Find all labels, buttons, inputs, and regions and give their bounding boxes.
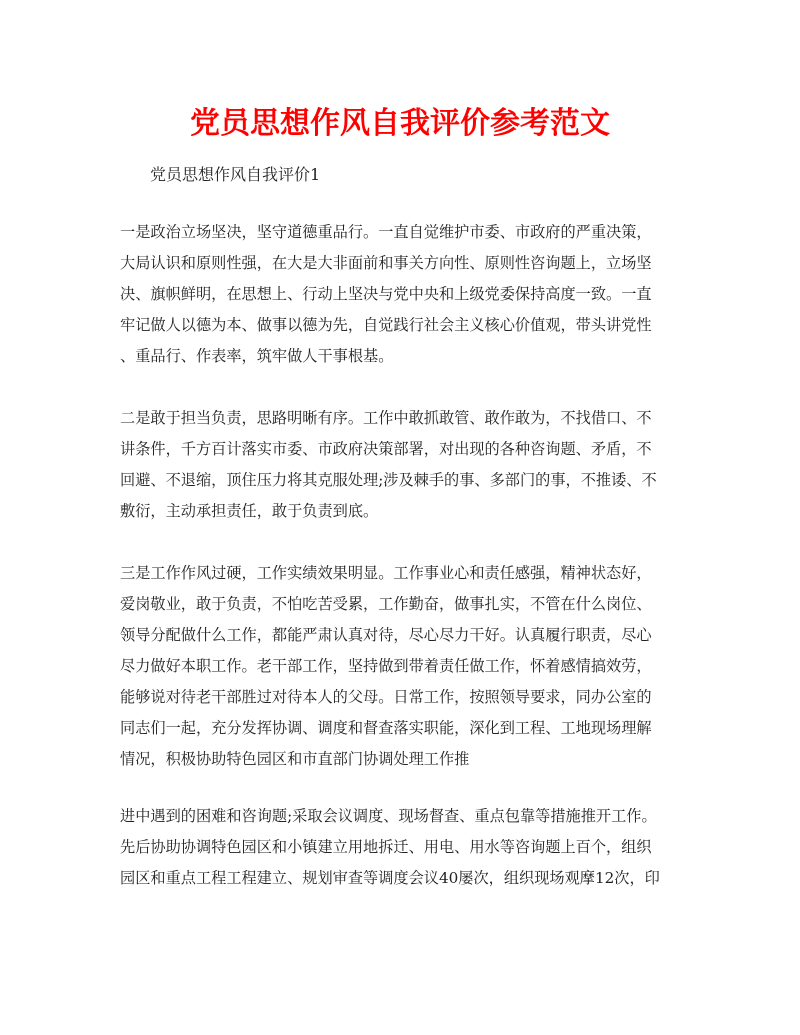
paragraph-line: 二是敢于担当负责，思路明晰有序。工作中敢抓敢管、敢作敢为，不找借口、不 bbox=[120, 409, 652, 427]
paragraph-line: 讲条件，千方百计落实市委、市政府决策部署，对出现的各种咨询题、矛盾，不 bbox=[120, 440, 652, 458]
paragraph-line: 同志们一起，充分发挥协调、调度和督查落实职能，深化到工程、工地现场理解 bbox=[120, 719, 652, 737]
paragraph-line: 牢记做人以德为本、做事以德为先，自觉践行社会主义核心价值观，带头讲党性 bbox=[120, 316, 652, 334]
paragraph-line: 领导分配做什么工作，都能严肃认真对待，尽心尽力干好。认真履行职责，尽心 bbox=[120, 626, 652, 644]
paragraph-line: 情况，积极协助特色园区和市直部门协调处理工作推 bbox=[120, 750, 470, 768]
paragraph-2 bbox=[120, 403, 688, 527]
document-subtitle: 党员思想作风自我评价1 bbox=[150, 165, 321, 184]
paragraph-line: 敷衍，主动承担责任，敢于负责到底。 bbox=[120, 502, 379, 520]
paragraph-line: 、重品行、作表率，筑牢做人干事根基。 bbox=[120, 347, 394, 365]
paragraph-line: 能够说对待老干部胜过对待本人的父母。日常工作，按照领导要求，同办公室的 bbox=[120, 688, 652, 706]
paragraph-line: 一是政治立场坚决，坚守道德重品行。一直自觉维护市委、市政府的严重决策， bbox=[120, 223, 652, 241]
paragraph-1 bbox=[120, 217, 688, 372]
paragraph-line: 先后协助协调特色园区和小镇建立用地拆迁、用电、用水等咨询题上百个，组织 bbox=[120, 838, 652, 856]
paragraph-line: 进中遇到的困难和咨询题;采取会议调度、现场督查、重点包靠等措施推开工作。 bbox=[120, 807, 657, 825]
document-title: 党员思想作风自我评价参考范文 bbox=[190, 106, 610, 141]
paragraph-line: 园区和重点工程工程建立、规划审查等调度会议40屡次，组织现场观摩12次，印 bbox=[120, 869, 660, 887]
paragraph-4 bbox=[120, 801, 688, 894]
paragraph-line: 回避、不退缩，顶住压力将其克服处理;涉及棘手的事、多部门的事，不推诿、不 bbox=[120, 471, 657, 489]
paragraph-line: 三是工作作风过硬，工作实绩效果明显。工作事业心和责任感强，精神状态好， bbox=[120, 564, 652, 582]
paragraph-line: 尽力做好本职工作。老干部工作，坚持做到带着责任做工作，怀着感情搞效劳， bbox=[120, 657, 652, 675]
paragraph-line: 爱岗敬业，敢于负责，不怕吃苦受累，工作勤奋，做事扎实，不管在什么岗位、 bbox=[120, 595, 652, 613]
paragraph-line: 决、旗帜鲜明，在思想上、行动上坚决与党中央和上级党委保持高度一致。一直 bbox=[120, 285, 652, 303]
paragraph-line: 大局认识和原则性强，在大是大非面前和事关方向性、原则性咨询题上，立场坚 bbox=[120, 254, 652, 272]
paragraph-3 bbox=[120, 558, 688, 775]
